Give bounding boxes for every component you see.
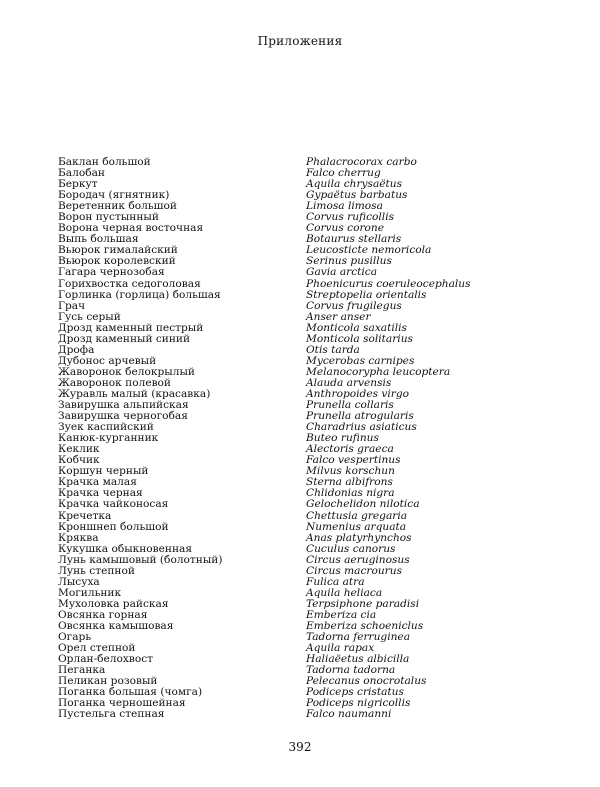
russian-name: Жаворонок полевой bbox=[58, 376, 171, 389]
latin-name: Milvus korschun bbox=[306, 465, 395, 478]
latin-name: Tadorna ferruginea bbox=[306, 631, 411, 644]
latin-name: Corvus frugilegus bbox=[306, 299, 402, 312]
latin-name: Gelochelidon nilotica bbox=[306, 498, 420, 511]
russian-name: Кроншнеп большой bbox=[58, 520, 169, 533]
russian-name: Мухоловка райская bbox=[58, 597, 169, 610]
latin-name: Otis tarda bbox=[306, 343, 360, 356]
latin-name: Aquila rapax bbox=[306, 642, 375, 655]
russian-name: Дрофа bbox=[58, 343, 95, 356]
russian-name: Огарь bbox=[58, 631, 92, 644]
latin-name: Monticola saxatilis bbox=[306, 321, 407, 334]
russian-name: Пустельга степная bbox=[58, 708, 165, 721]
latin-name: Monticola solitarius bbox=[306, 332, 413, 345]
latin-name: Melanocorypha leucoptera bbox=[306, 365, 451, 378]
russian-name: Крачка чайконосая bbox=[58, 498, 169, 511]
latin-name: Serinus pusillus bbox=[306, 255, 392, 268]
russian-name: Зуек каспийский bbox=[58, 421, 154, 434]
russian-name: Кряква bbox=[58, 531, 99, 544]
russian-name: Дрозд каменный пестрый bbox=[58, 321, 204, 334]
russian-name: Веретенник большой bbox=[58, 200, 177, 213]
russian-name: Горлинка (горлица) большая bbox=[58, 288, 221, 301]
latin-name: Sterna albifrons bbox=[306, 476, 393, 489]
latin-names-column bbox=[306, 157, 471, 720]
latin-name: Podiceps cristatus bbox=[306, 686, 404, 699]
latin-name: Falco naumanni bbox=[306, 708, 392, 721]
latin-name: Gypaëtus barbatus bbox=[306, 189, 408, 202]
latin-name: Cuculus canorus bbox=[306, 542, 396, 555]
russian-name: Овсянка камышовая bbox=[58, 619, 174, 632]
latin-name: Streptopelia orientalis bbox=[306, 288, 427, 301]
russian-name: Орлан-белохвост bbox=[58, 653, 154, 666]
russian-name: Гагара чернозобая bbox=[58, 266, 165, 279]
latin-name: Limosa limosa bbox=[306, 200, 383, 213]
russian-name: Лысуха bbox=[58, 575, 100, 588]
latin-name: Anser anser bbox=[306, 310, 371, 323]
russian-name: Овсянка горная bbox=[58, 608, 148, 621]
latin-name: Numenius arquata bbox=[306, 520, 407, 533]
latin-name: Charadrius asiaticus bbox=[306, 421, 417, 434]
russian-name: Выпь большая bbox=[58, 233, 139, 246]
russian-name: Кобчик bbox=[58, 454, 100, 467]
latin-name: Anthropoides virgo bbox=[306, 387, 409, 400]
russian-name: Лунь камышовый (болотный) bbox=[58, 553, 223, 566]
russian-name: Завирушка черногобая bbox=[58, 410, 188, 423]
russian-name: Завирушка альпийская bbox=[58, 399, 189, 412]
latin-name: Terpsiphone paradisi bbox=[306, 597, 420, 610]
latin-name: Mycerobas carnipes bbox=[306, 354, 415, 367]
russian-name: Могильник bbox=[58, 586, 122, 599]
russian-name: Пеликан розовый bbox=[58, 675, 158, 688]
latin-name: Prunella atrogularis bbox=[306, 410, 414, 423]
latin-name: Anas platyrhynchos bbox=[306, 531, 412, 544]
page-header: Приложения bbox=[257, 34, 343, 48]
russian-name: Кеклик bbox=[58, 443, 100, 456]
latin-name: Prunella collaris bbox=[306, 399, 394, 412]
russian-name: Бородач (ягнятник) bbox=[58, 189, 170, 202]
russian-name: Жаворонок белокрылый bbox=[58, 365, 195, 378]
russian-name: Грач bbox=[58, 299, 86, 312]
russian-name: Вьюрок гималайский bbox=[58, 244, 178, 257]
russian-names-column bbox=[58, 157, 222, 720]
latin-name: Haliaëetus albicilla bbox=[306, 653, 410, 666]
page-number: 392 bbox=[288, 740, 312, 754]
latin-name: Fulica atra bbox=[306, 575, 365, 588]
latin-name: Alectoris graeca bbox=[306, 443, 394, 456]
latin-name: Emberiza schoeniclus bbox=[306, 619, 424, 632]
russian-name: Вьюрок королевский bbox=[58, 255, 176, 268]
latin-name: Falco vespertinus bbox=[306, 454, 401, 467]
russian-name: Дрозд каменный синий bbox=[58, 332, 191, 345]
latin-name: Corvus ruficollis bbox=[306, 211, 395, 224]
russian-name: Журавль малый (красавка) bbox=[58, 387, 211, 400]
russian-name: Баклан большой bbox=[58, 156, 151, 168]
latin-name: Alauda arvensis bbox=[306, 376, 392, 389]
latin-name: Tadorna tadorna bbox=[306, 664, 396, 677]
latin-name: Circus macrourus bbox=[306, 564, 403, 577]
latin-name: Chettusia gregaria bbox=[306, 509, 408, 522]
latin-name: Corvus corone bbox=[306, 222, 385, 235]
latin-name: Chlidonias nigra bbox=[306, 487, 395, 500]
latin-name: Aquila chrysaëtus bbox=[306, 178, 403, 191]
russian-name: Ворон пустынный bbox=[58, 211, 159, 224]
latin-name: Gavia arctica bbox=[306, 266, 378, 279]
russian-name: Беркут bbox=[58, 178, 98, 191]
russian-name: Гусь серый bbox=[58, 310, 121, 323]
russian-name: Канюк-курганник bbox=[58, 432, 159, 445]
latin-name: Circus aeruginosus bbox=[306, 553, 410, 566]
latin-name: Aquila heliaca bbox=[306, 586, 383, 599]
russian-name: Коршун черный bbox=[58, 465, 149, 478]
latin-name: Leucosticte nemoricola bbox=[306, 244, 432, 257]
russian-name: Орел степной bbox=[58, 642, 136, 655]
russian-name: Поганка черношейная bbox=[58, 697, 186, 710]
latin-name: Pelecanus onocrotalus bbox=[306, 675, 427, 688]
russian-name: Лунь степной bbox=[58, 564, 135, 577]
latin-name: Phoenicurus coeruleocephalus bbox=[306, 277, 471, 290]
latin-name: Botaurus stellaris bbox=[306, 233, 402, 246]
russian-name: Крачка малая bbox=[58, 476, 137, 489]
russian-name: Кукушка обыкновенная bbox=[58, 542, 193, 555]
russian-name: Крачка черная bbox=[58, 487, 143, 500]
latin-name: Podiceps nigricollis bbox=[306, 697, 411, 710]
latin-name: Falco cherrug bbox=[306, 167, 381, 180]
latin-name: Buteo rufinus bbox=[306, 432, 379, 445]
russian-name: Кречетка bbox=[58, 509, 112, 522]
latin-name: Emberiza cia bbox=[306, 608, 377, 621]
russian-name: Поганка большая (чомга) bbox=[58, 686, 203, 699]
russian-name: Пеганка bbox=[58, 664, 106, 677]
russian-name: Ворона черная восточная bbox=[58, 222, 204, 235]
russian-name: Дубонос арчевый bbox=[58, 354, 157, 367]
russian-name: Горихвостка седоголовая bbox=[58, 277, 201, 290]
russian-name: Балобан bbox=[58, 167, 105, 180]
latin-name: Phalacrocorax carbo bbox=[306, 156, 417, 168]
